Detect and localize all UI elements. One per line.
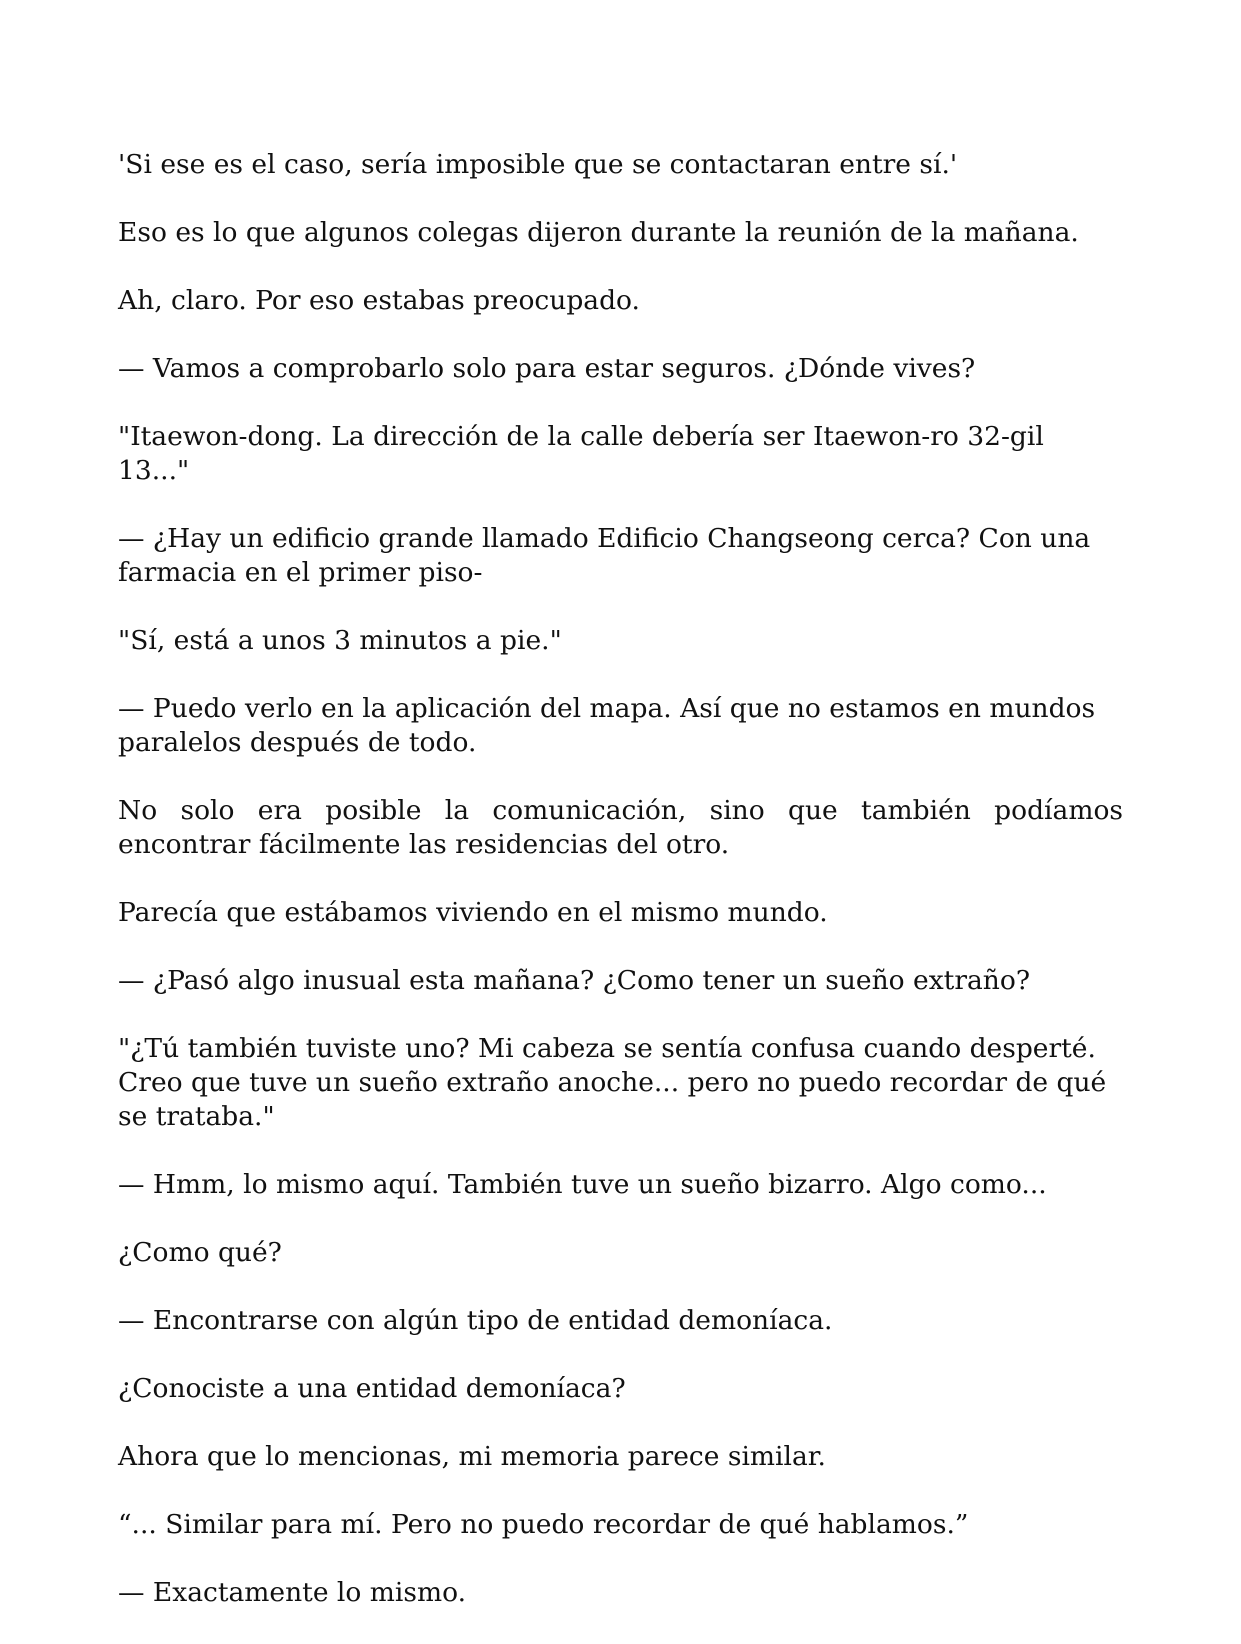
paragraph-9: No solo era posible la comunicación, sino que también podíamos encontrar fácilmente las residencias del otro. <box>118 795 1123 860</box>
paragraph-5: "Itaewon-dong. La dirección de la calle debería ser Itaewon-ro 32-gil 13..." <box>118 421 1044 486</box>
paragraph-1: 'Si ese es el caso, sería imposible que se contactaran entre sí.' <box>118 149 958 180</box>
paragraph-4: — Vamos a comprobarlo solo para estar seguros. ¿Dónde vives? <box>118 353 976 384</box>
document-body <box>118 148 1123 1644</box>
paragraph-15: — Encontrarse con algún tipo de entidad demoníaca. <box>118 1305 833 1336</box>
paragraph-11: — ¿Pasó algo inusual esta mañana? ¿Como tener un sueño extraño? <box>118 965 1031 996</box>
paragraph-2: Eso es lo que algunos colegas dijeron durante la reunión de la mañana. <box>118 217 1079 248</box>
paragraph-12: "¿Tú también tuviste uno? Mi cabeza se sentía confusa cuando desperté. Creo que tuve un sueño extraño anoche... pero no puedo recordar de qué se trataba." <box>118 1033 1107 1132</box>
paragraph-18: “... Similar para mí. Pero no puedo recordar de qué hablamos.” <box>118 1509 969 1540</box>
paragraph-7: "Sí, está a unos 3 minutos a pie." <box>118 625 562 656</box>
paragraph-13: — Hmm, lo mismo aquí. También tuve un sueño bizarro. Algo como... <box>118 1169 1047 1200</box>
paragraph-17: Ahora que lo mencionas, mi memoria parece similar. <box>118 1441 826 1472</box>
paragraph-19: — Exactamente lo mismo. <box>118 1577 467 1608</box>
paragraph-10: Parecía que estábamos viviendo en el mismo mundo. <box>118 897 828 928</box>
paragraph-3: Ah, claro. Por eso estabas preocupado. <box>118 285 640 316</box>
paragraph-8: — Puedo verlo en la aplicación del mapa. Así que no estamos en mundos paralelos después de todo. <box>118 693 1096 758</box>
paragraph-16: ¿Conociste a una entidad demoníaca? <box>118 1373 626 1404</box>
paragraph-14: ¿Como qué? <box>118 1237 282 1268</box>
paragraph-6: — ¿Hay un edificio grande llamado Edificio Changseong cerca? Con una farmacia en el primer piso- <box>118 523 1091 588</box>
